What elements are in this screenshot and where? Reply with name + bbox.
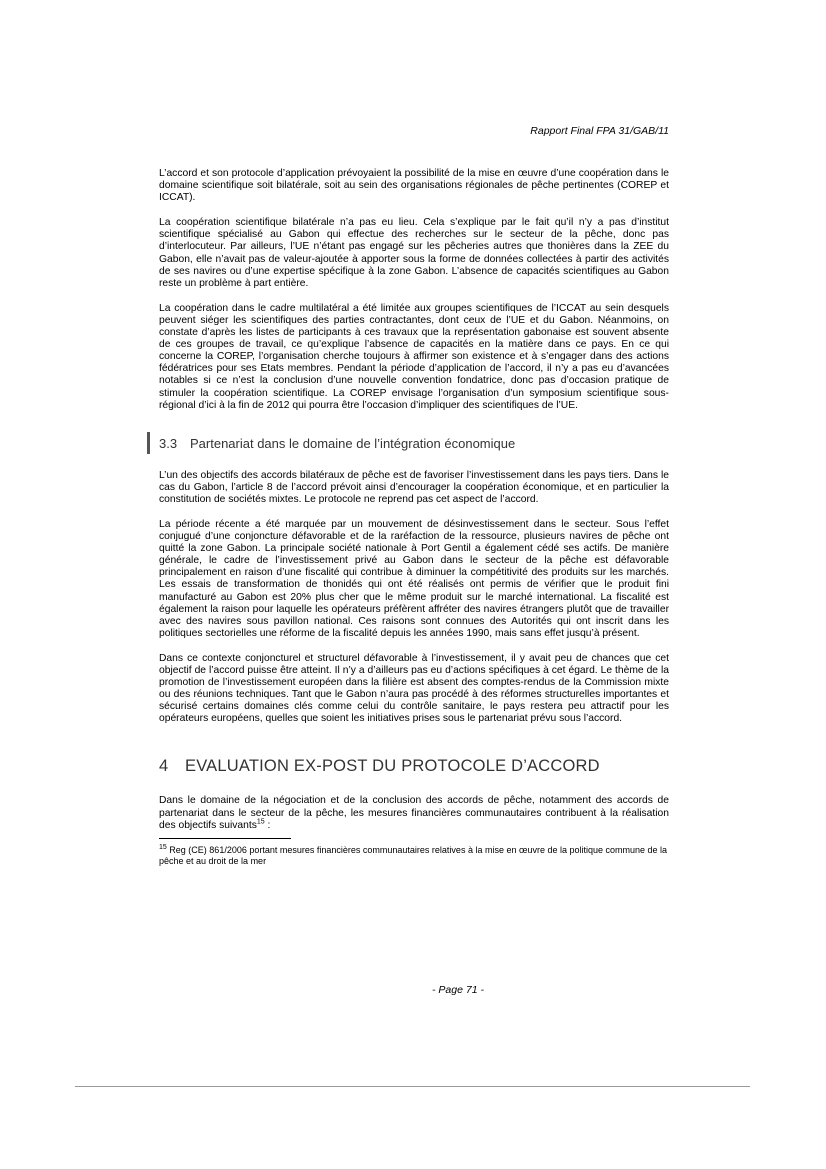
- section-heading-4: [159, 757, 669, 777]
- paragraph-tail: :: [264, 819, 271, 831]
- section-title: EVALUATION EX-POST DU PROTOCOLE D’ACCORD: [185, 757, 600, 776]
- section-heading-3-3: [159, 432, 669, 452]
- footnote: [159, 845, 669, 867]
- footnote-separator: [159, 838, 291, 839]
- paragraph: La coopération dans le cadre multilatéral a été limitée aux groupes scientifiques de l’ICCAT au sein desquels peuvent siéger les scientifiques des parties contractantes, dont ceux de l’UE et du Gabon. Néanmoins, on constate d’après les listes de participants à ces travaux que la représentation gabonaise est souvent absente de ces groupes de travail, ce qu’explique l’absence de capacités en la matière dans ce pays. En ce qui concerne la COREP, l’organisation cherche toujours à affirmer son existence et à s’engager dans des actions fédératrices pour ses Etats membres. Pendant la période d’application de l’accord, il n’y a pas eu d’avancées notables si ce n’est la conclusion d’une nouvelle convention fondatrice, donc pas d’occasion pratique de stimuler la coopération scientifique. La COREP envisage l’organisation d’un symposium scientifique sous-régional d’ici à la fin de 2012 qui pourra être l’occasion d’impliquer des scientifiques de l’UE.: [159, 302, 669, 411]
- section-title: Partenariat dans le domaine de l’intégration économique: [190, 435, 516, 451]
- footnote-number: 15: [159, 843, 167, 851]
- page-number: - Page 71 -: [432, 984, 484, 996]
- paragraph: [159, 795, 669, 831]
- paragraph-text: Dans le domaine de la négociation et de la conclusion des accords de pêche, notamment des accords de partenariat dans le secteur de la pêche, les mesures financières communautaires contribuent à la réalisation des objectifs suivants: [159, 795, 669, 831]
- paragraph: La période récente a été marquée par un mouvement de désinvestissement dans le secteur. Sous l’effet conjugué d’une conjoncture défavorable et de la raréfaction de la ressource, plusieurs navires de pêche ont quitté la zone Gabon. La principale société nationale à Port Gentil a également cédé ses actifs. De manière générale, le cadre de l’investissement privé au Gabon dans le secteur de la pêche est défavorable principalement en raison d’une fiscalité qui contribue à diminuer la compétitivité des produits sur les marchés. Les essais de transformation de thonidés qui ont été réalisés ont permis de vérifier que le produit fini manufacturé au Gabon est 20% plus cher que le même produit sur le marché international. La fiscalité est également la raison pour laquelle les opérateurs préfèrent affréter des navires étrangers plutôt que de travailler avec des navires sous pavillon national. Ces raisons sont connues des Autorités qui ont inscrit dans les politiques sectorielles une réforme de la fiscalité depuis les années 1990, mais sans effet jusqu’à présent.: [159, 518, 669, 639]
- footnote-text: Reg (CE) 861/2006 portant mesures financières communautaires relatives à la mise en œuvre de la politique commune de la pêche et au droit de la mer: [159, 844, 668, 866]
- bottom-divider: [75, 1086, 750, 1087]
- paragraph: L’un des objectifs des accords bilatéraux de pêche est de favoriser l’investissement dans les pays tiers. Dans le cas du Gabon, l’article 8 de l’accord prévoit ainsi d’encourager la coopération économique, et en particulier la constitution de sociétés mixtes. Le protocole ne reprend pas cet aspect de l’accord.: [159, 469, 669, 505]
- running-header: Rapport Final FPA 31/GAB/11: [530, 125, 669, 137]
- paragraph: L’accord et son protocole d’application prévoyaient la possibilité de la mise en œuvre d’une coopération dans le domaine scientifique soit bilatérale, soit au sein des organisations régionales de pêche pertinentes (COREP et ICCAT).: [159, 168, 669, 204]
- paragraph: Dans ce contexte conjoncturel et structurel défavorable à l’investissement, il y avait peu de chances que cet objectif de l’accord puisse être atteint. Il n’y a d’ailleurs pas eu d’actions spécifiques à cet égard. Le thème de la promotion de l’investissement européen dans la filière est absent des comptes-rendus de la Commission mixte ou des réunions techniques. Tant que le Gabon n’aura pas procédé à des réformes structurelles importantes et sécurisé certains domaines clés comme celui du contrôle sanitaire, le pays restera peu attractif pour les opérateurs européens, quelles que soient les initiatives prises sous le partenariat prévu sous l’accord.: [159, 652, 669, 725]
- heading-marker-bar: [147, 432, 150, 454]
- footnote-reference[interactable]: 15: [256, 818, 265, 826]
- paragraph: La coopération scientifique bilatérale n’a pas eu lieu. Cela s’explique par le fait qu’il n’y a pas d’institut scientifique spécialisé au Gabon qui effectue des recherches sur le secteur de la pêche, donc pas d’interlocuteur. Par ailleurs, l’UE n’étant pas engagé sur les pêcheries autres que thonières dans la ZEE du Gabon, elle n’avait pas de valeur-ajoutée à apporter sous la forme de données collectées à partir des activités de ses navires ou d’une expertise spécifique à la zone Gabon. L’absence de capacités scientifiques au Gabon reste un problème à part entière.: [159, 217, 669, 289]
- main-content: [159, 168, 669, 867]
- section-number: 4: [159, 757, 169, 776]
- section-number: 3.3: [159, 435, 178, 451]
